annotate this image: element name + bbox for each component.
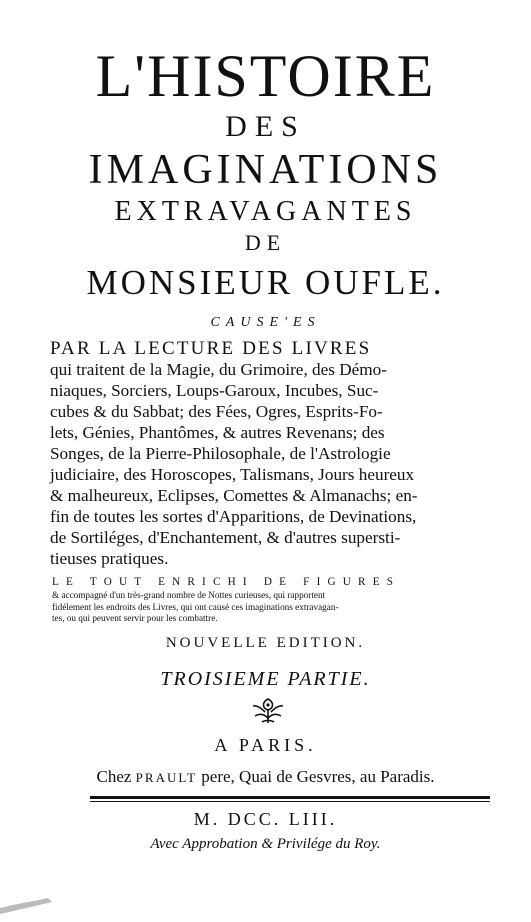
causees-label: CAUSE'ES	[210, 315, 321, 330]
title-line-extravagantes: EXTRAVAGANTES	[114, 196, 417, 227]
paragraph-line: tieuses pratiques.	[50, 549, 169, 568]
title-line-monsieur-oufle: MONSIEUR OUFLE.	[86, 263, 445, 302]
title-line-imaginations: IMAGINATIONS	[88, 147, 443, 193]
paragraph-line: cubes & du Sabbat; des Fées, Ogres, Esprits-Fo-	[50, 402, 383, 421]
printer-line	[0, 766, 531, 789]
title-line-histoire: L'HISTOIRE	[95, 43, 436, 109]
edition-line: NOUVELLE EDITION.	[165, 635, 366, 651]
printer-address: pere, Quai de Gesvres, au Paradis.	[201, 767, 435, 786]
printer-name: PRAULT	[135, 770, 198, 785]
paragraph-line: niaques, Sorciers, Loups-Garoux, Incubes, Suc-	[50, 381, 379, 400]
privilege-line: Avec Approbation & Privilége du Roy.	[150, 836, 381, 852]
place-line: A PARIS.	[214, 735, 317, 755]
figures-line: LE TOUT ENRICHI DE FIGURES	[52, 576, 401, 588]
notes-line: & accompagné d'un très-grand nombre de Nottes curieuses, qui rapportent	[52, 590, 326, 600]
paragraph-line: & malheureux, Eclipses, Comettes & Almanachs; en-	[50, 486, 418, 505]
notes-paragraph	[52, 590, 502, 625]
notes-line: tes, ou qui peuvent servir pour les combattre.	[52, 613, 218, 623]
partie-line: TROISIEME PARTIE.	[160, 668, 371, 690]
year-line: M. DCC. LIII.	[193, 809, 338, 829]
paragraph-line: PAR LA LECTURE DES LIVRES	[50, 338, 372, 359]
paragraph-line: judiciaire, des Horoscopes, Talismans, Jours heureux	[50, 465, 415, 484]
subtitle-paragraph	[50, 338, 500, 569]
fleuron-ornament-icon	[250, 696, 286, 726]
title-line-des: DES	[225, 110, 306, 143]
chez-prefix: Chez	[96, 767, 132, 786]
paragraph-line: qui traitent de la Magie, du Grimoire, des Démo-	[50, 360, 387, 379]
paragraph-line: fin de toutes les sortes d'Apparitions, de Devinations,	[50, 507, 417, 526]
paragraph-line: de Sortiléges, d'Enchantement, & d'autres supersti-	[50, 528, 401, 547]
paragraph-line: lets, Génies, Phantômes, & autres Revenans; des	[50, 423, 385, 442]
notes-line: fidélement les endroits des Livres, qui ont causé ces imaginations extravagan-	[52, 601, 339, 612]
title-line-de: DE	[244, 230, 287, 255]
paragraph-line: Songes, de la Pierre-Philosophale, de l'Astrologie	[50, 444, 391, 463]
double-rule-thick	[90, 796, 490, 799]
paper-corner-mark	[0, 894, 60, 914]
double-rule-thin	[90, 801, 490, 802]
